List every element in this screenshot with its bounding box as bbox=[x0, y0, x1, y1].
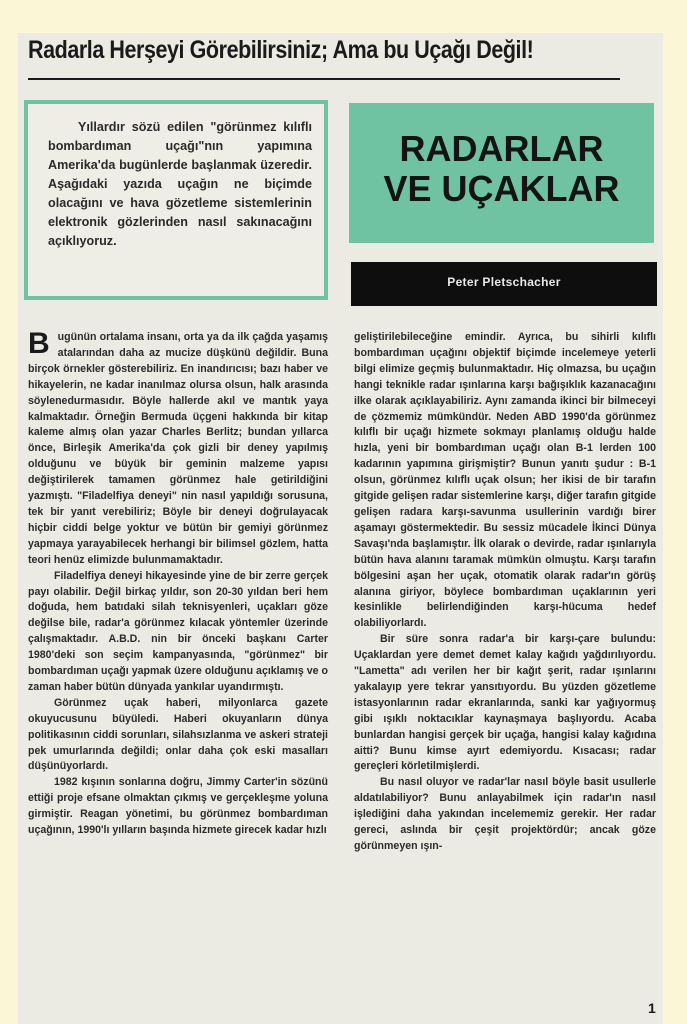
paragraph bbox=[28, 327, 328, 569]
intro-text: Yıllardır sözü edilen "görünmez kılıflı bombardıman uçağı"nın yapımına Amerika'da bugünlerde başlanmak üzeredir. Aşağıdaki yazıda uçağın ne biçimde olacağını ve hava gözetleme sistemlerinin elektronik gözlerinden nasıl sakınacağını açıklıyoruz. bbox=[48, 120, 312, 248]
body-column-right bbox=[354, 330, 656, 855]
intro-box bbox=[24, 100, 328, 300]
paragraph: Bu nasıl oluyor ve radar'lar nasıl böyle basit usullerle aldatılabiliyor? Bunu anlayabilmek için radar'ın nasıl işlediğini daha yakından incelememiz gerekir. Her radar gereci, aslında bir çeşit projektördür; ancak göze görünmeyen ışın- bbox=[354, 776, 656, 852]
paragraph: Bir süre sonra radar'a bir karşı-çare bulundu: Uçaklardan yere demet demet kalay kağıdı yağdırılıyordu. "Lametta" adı verilen her bir kağıt şerit, radar ışınlarını yakalayıp yere tekrar yansıtıyordu. Bu yüzden gözetleme istasyonlarının radar ekranlarında, sanki kar yağıyormuş gibi ışıklı noktacıklar kaynaşmaya başlıyordu. Acaba bunlardan hangisi gerçek bir uçağa, hangisi kalay kağıdına aitti? Bunu kimse ayırt edemiyordu. Kısacası; radar gereçleri körletilmişlerdi. bbox=[354, 633, 656, 773]
author-name: Peter Pletschacher bbox=[447, 275, 561, 289]
paragraph: Filadelfiya deneyi hikayesinde yine de bir zerre gerçek payı olabilir. Değil birkaç yıldır, son 20-30 yıldan beri hem doğuda, hem batıdaki silah teknisyenleri, uçakları göze değilse bile, radar'a görünmez kılacak yöntemler üzerinde çalışmaktadır. A.B.D. nin bir önceki başkanı Carter 1980'deki son seçim kampanyasında, "görünmez" bir bombardıman uçağı yapmak üzere olduğunu açıklamış ve o zaman haber bütün dünyada yankılar uyandırmıştı. bbox=[28, 569, 328, 693]
headline-rule bbox=[28, 78, 620, 80]
title-line-2: VE UÇAKLAR bbox=[383, 168, 620, 209]
drop-cap: B bbox=[28, 327, 50, 360]
paragraph: geliştirilebileceğine emindir. Ayrıca, bu sihirli kılıflı bombardıman uçağını objektif biçimde incelemeye yeterli bilgi elimize geçmiş bulunmaktadır. Hiç olmazsa, bu uçağın hangi teknikle radar ışınlarına karşı bağışıklık kazanacağını ilke olarak açıklayabiliriz. Aynı zamanda ikinci bir bilmeceyi de çözmemiz mümkündür. Neden ABD 1990'da görünmez kılıflı bir uçağı hizmete sokmayı planlamış olduğu halde hızla, yeni bir bombardıman uçağı olan B-1 lerden 100 kadarının yapımına girişmiştir? Bunun yanıtı şudur : B-1 olsun, görünmez kılıflı uçak olsun; her ikisi de bir tarafın gitgide gelişen radar sistemlerine karşı, diğer tarafın gitgide gelişen radara karşı-savunma usullerinin vardığı birer aşamayı göstermektedir. Bu sessiz mücadele İkinci Dünya Savaşı'nda başlamıştır. İlk olarak o devirde, radar ışınlarıyla bütün hava alanını taramak mümkün olmuştu. Karşı tarafın bölgesini aşan her uçak, otomatik olarak radar'ın görüş alanına giriyor, böylece bombardıman uçaklarının yeri kesinlikle belirlendiğinden karşı-hücuma hedef olabiliyorlardı. bbox=[354, 331, 656, 630]
page-number: 1 bbox=[648, 1000, 656, 1016]
body-column-left bbox=[28, 327, 328, 839]
paragraph: 1982 kışının sonlarına doğru, Jimmy Carter'in sözünü ettiği proje efsane olmaktan çıkmış ve gerçekleşme yoluna girmiştir. Reagan yönetimi, bu görünmez bombardıman uçağının, 1990'lı yılların başında hizmete girecek kadar hızlı bbox=[28, 776, 328, 837]
paragraph: Görünmez uçak haberi, milyonlarca gazete okuyucusunu büyüledi. Haberi okuyanların dünya politikasının ciddi sorunları, silahsızlanma ve askeri strateji pek umurlarında değildi; onlar daha çok eski masalları düşünüyorlardı. bbox=[28, 696, 328, 773]
title-line-1: RADARLAR bbox=[399, 128, 604, 169]
article-title bbox=[349, 129, 654, 209]
headline: Radarla Herşeyi Görebilirsiniz; Ama bu Uçağı Değil! bbox=[28, 36, 534, 64]
title-box bbox=[349, 103, 654, 243]
author-bar bbox=[351, 262, 657, 306]
paragraph-text: ugünün ortalama insanı, orta ya da ilk çağda yaşamış atalarından daha az mucize düşkünü değildir. Buna birçok örnekler gösterebiliriz. En inandırıcısı; bazı haber ve hikayelerin, ne kadar inanılmaz olursa olsun, halk arasında söylenedurmasıdır. Böyle hallerde akıl ve mantık yaya kalmaktadır. Örneğin Bermuda üçgeni hakkında bir kitap kaleme almış olan yazar Charles Berlitz; bundan yıllarca önce, Birleşik Amerika'da çok gizli bir deney yapılmış olduğunu ve büyük bir geminin malzeme yapısı değiştirilerek tamamen görünmez hale getirildiğini yazmıştı. "Filadelfiya deneyi" nin nasıl yapıldığı sorusuna, tek bir yanıt verebiliriz; Böyle bir deneyi doğrulayacak hiçbir ciddi belge yoktur ve bütün bir gemiyi görünmez yapmaya yarayabilecek herhangi bir bilimsel gözlem, hatta teori henüz elimizde bulunmamaktadır. bbox=[28, 331, 328, 566]
